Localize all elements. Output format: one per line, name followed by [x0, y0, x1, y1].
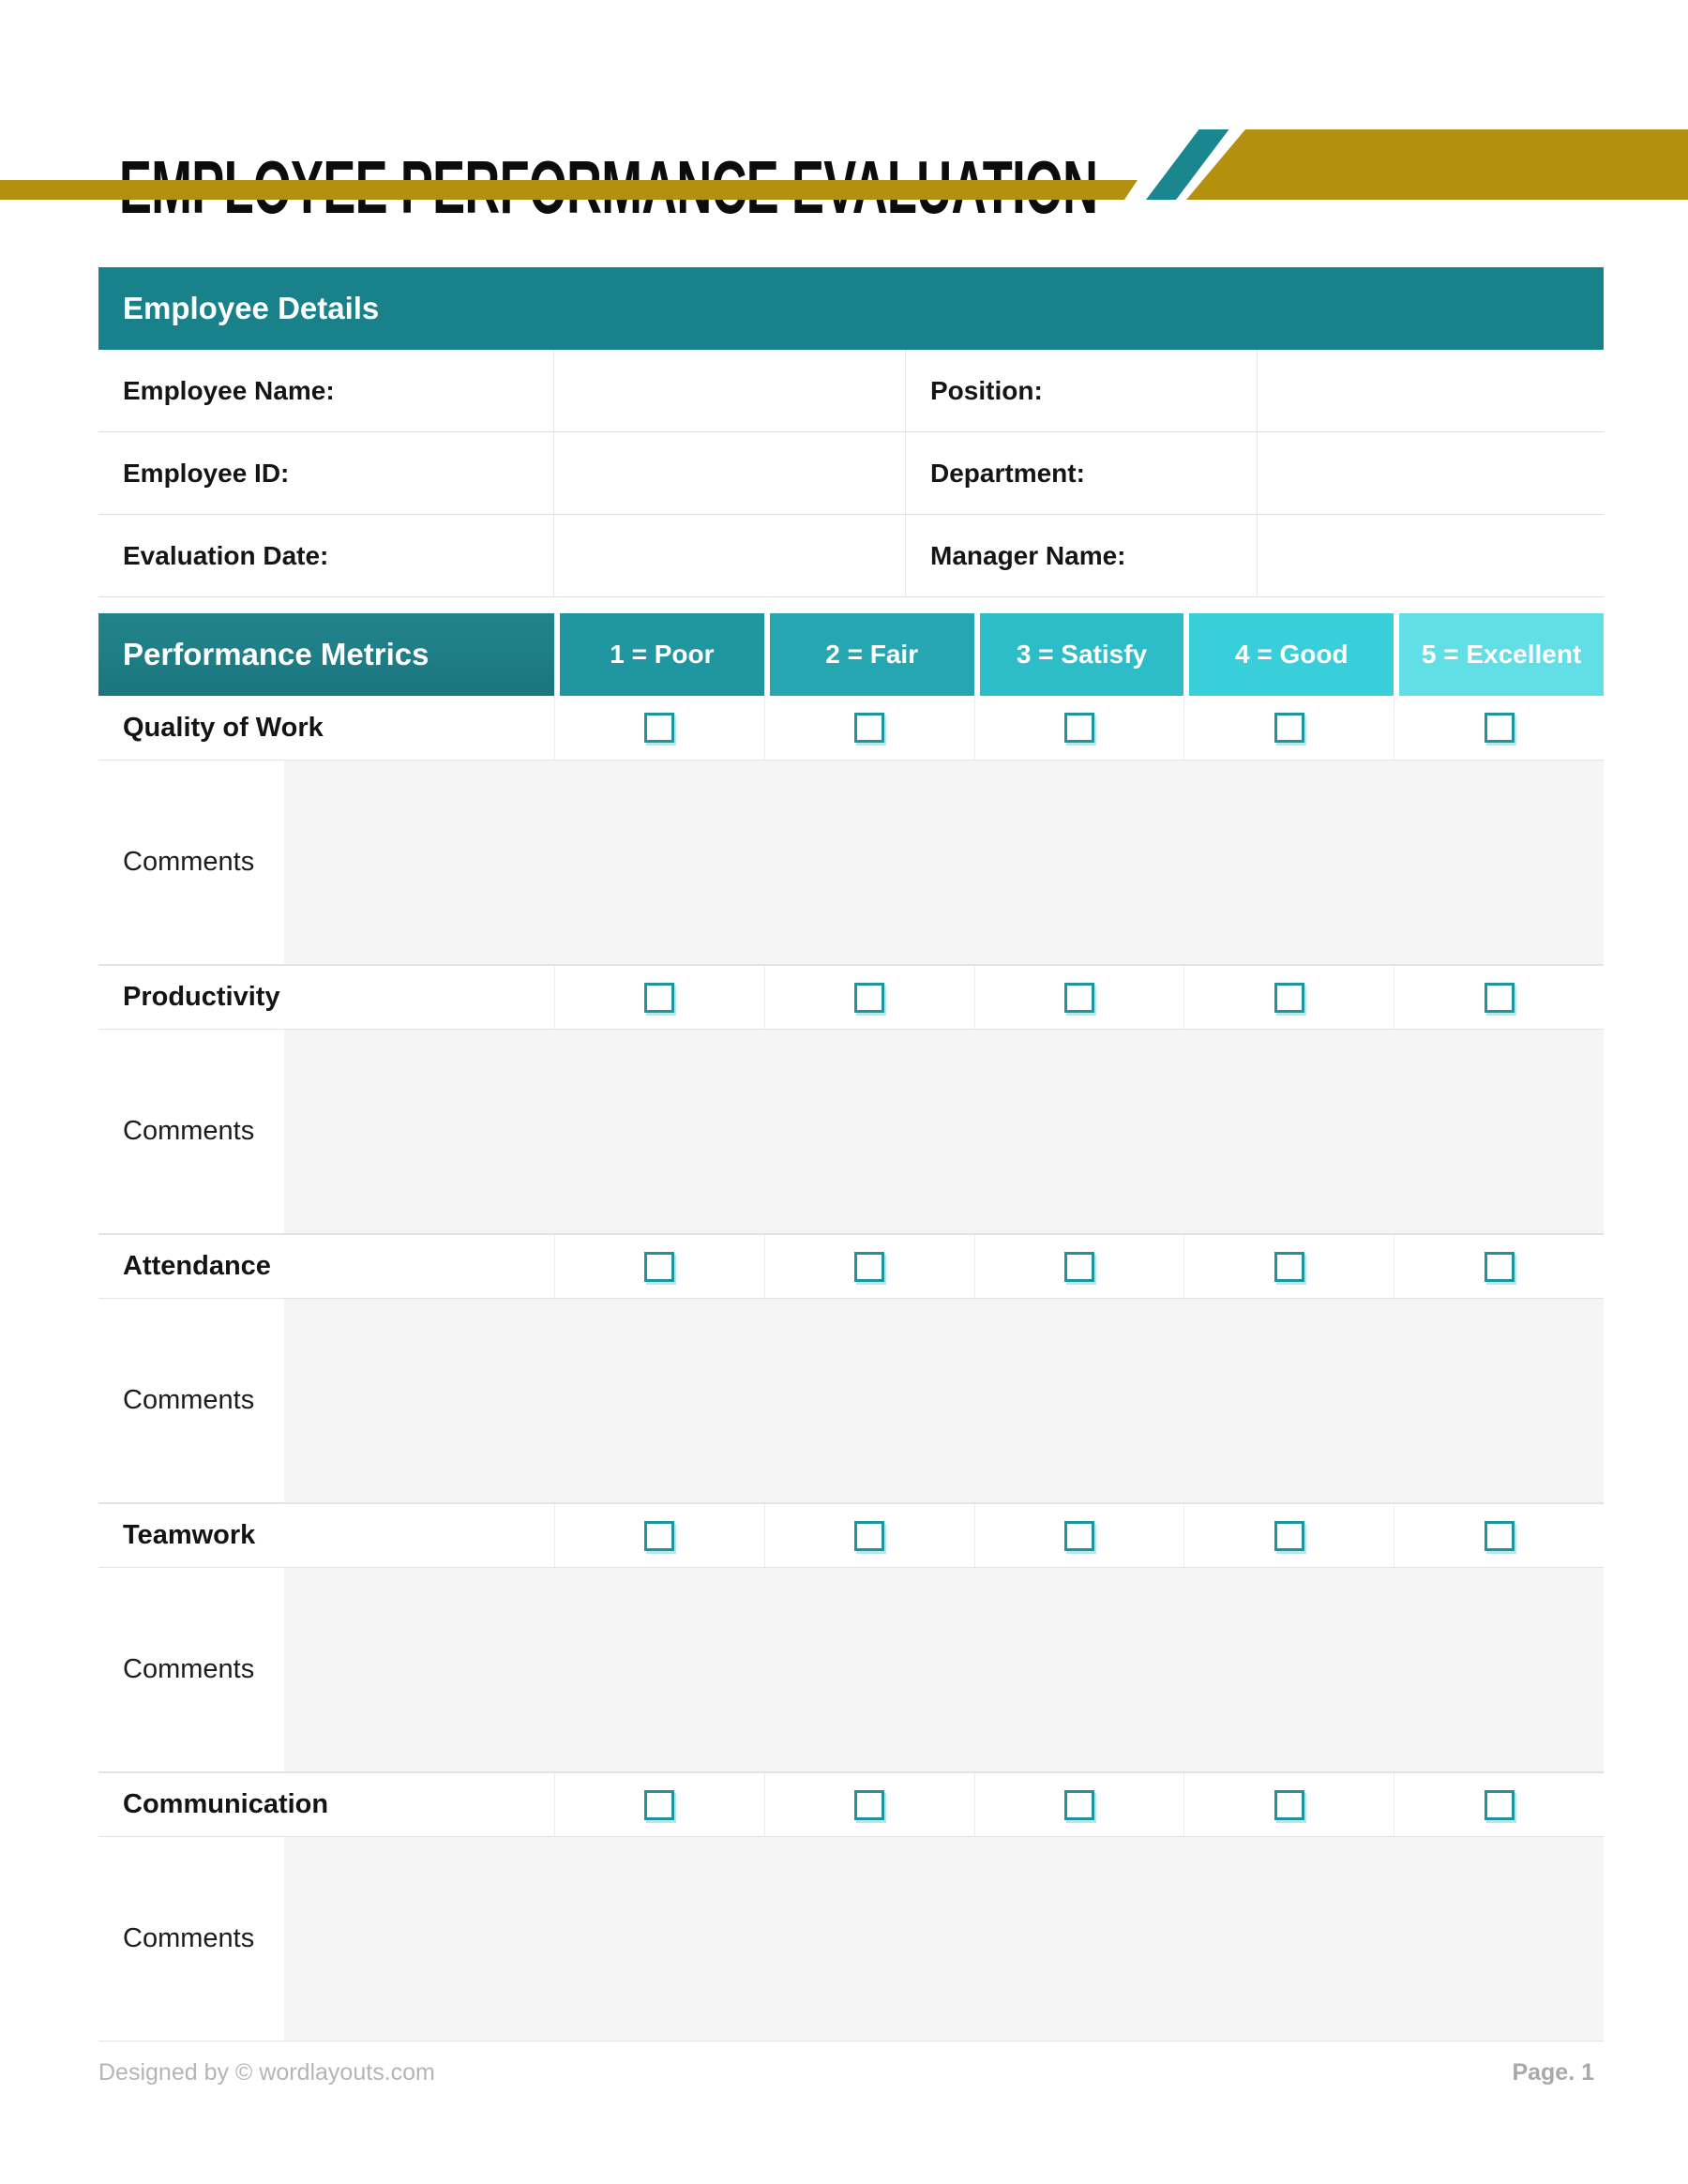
checkbox-attendance-rating-4[interactable] — [1274, 1252, 1304, 1282]
field-label-department: Department: — [906, 432, 1258, 515]
rating-header-satisfy: 3 = Satisfy — [974, 613, 1184, 696]
comments-row-quality-of-work — [98, 761, 1604, 965]
metric-label-communication: Communication — [123, 1789, 329, 1819]
field-label-employee-name: Employee Name: — [98, 350, 554, 432]
comments-row-teamwork — [98, 1568, 1604, 1772]
comments-row-attendance — [98, 1299, 1604, 1503]
checkbox-productivity-rating-1[interactable] — [644, 983, 674, 1013]
comments-row-productivity — [98, 1030, 1604, 1234]
metric-row-communication — [98, 1772, 1604, 1837]
checkbox-quality-of-work-rating-1[interactable] — [644, 713, 674, 743]
performance-metrics-header-row — [98, 613, 1604, 696]
rating-header-poor: 1 = Poor — [554, 613, 764, 696]
footer-page-number: Page. 1 — [1512, 2059, 1594, 2086]
comments-box-teamwork[interactable] — [284, 1568, 1604, 1771]
comments-box-quality-of-work[interactable] — [284, 761, 1604, 964]
comments-label-attendance: Comments — [98, 1299, 284, 1502]
checkbox-productivity-rating-4[interactable] — [1274, 983, 1304, 1013]
comments-box-attendance[interactable] — [284, 1299, 1604, 1502]
metric-row-productivity — [98, 965, 1604, 1030]
footer-credit: Designed by © wordlayouts.com — [98, 2059, 435, 2086]
performance-metrics-title: Performance Metrics — [98, 613, 554, 696]
field-value-employee-name[interactable] — [554, 350, 906, 432]
checkbox-quality-of-work-rating-4[interactable] — [1274, 713, 1304, 743]
page-footer — [98, 2059, 1594, 2086]
checkbox-teamwork-rating-1[interactable] — [644, 1521, 674, 1551]
checkbox-productivity-rating-5[interactable] — [1485, 983, 1515, 1013]
checkbox-attendance-rating-3[interactable] — [1064, 1252, 1094, 1282]
comments-box-communication[interactable] — [284, 1837, 1604, 2041]
metric-row-attendance — [98, 1234, 1604, 1299]
checkbox-teamwork-rating-4[interactable] — [1274, 1521, 1304, 1551]
comments-label-teamwork: Comments — [98, 1568, 284, 1771]
field-value-position[interactable] — [1258, 350, 1604, 432]
checkbox-teamwork-rating-5[interactable] — [1485, 1521, 1515, 1551]
checkbox-communication-rating-3[interactable] — [1064, 1790, 1094, 1820]
checkbox-quality-of-work-rating-5[interactable] — [1485, 713, 1515, 743]
metric-row-teamwork — [98, 1503, 1604, 1568]
gold-bar-right — [1186, 129, 1688, 200]
comments-label-communication: Comments — [98, 1837, 284, 2041]
checkbox-communication-rating-1[interactable] — [644, 1790, 674, 1820]
field-label-employee-id: Employee ID: — [98, 432, 554, 515]
checkbox-attendance-rating-2[interactable] — [854, 1252, 884, 1282]
checkbox-teamwork-rating-2[interactable] — [854, 1521, 884, 1551]
rating-header-excellent: 5 = Excellent — [1394, 613, 1604, 696]
comments-label-quality-of-work: Comments — [98, 761, 284, 964]
checkbox-productivity-rating-3[interactable] — [1064, 983, 1094, 1013]
field-label-position: Position: — [906, 350, 1258, 432]
rating-header-good: 4 = Good — [1183, 613, 1394, 696]
checkbox-communication-rating-4[interactable] — [1274, 1790, 1304, 1820]
field-value-department[interactable] — [1258, 432, 1604, 515]
checkbox-attendance-rating-5[interactable] — [1485, 1252, 1515, 1282]
comments-box-productivity[interactable] — [284, 1030, 1604, 1233]
checkbox-quality-of-work-rating-2[interactable] — [854, 713, 884, 743]
checkbox-quality-of-work-rating-3[interactable] — [1064, 713, 1094, 743]
field-label-manager-name: Manager Name: — [906, 515, 1258, 597]
field-value-manager-name[interactable] — [1258, 515, 1604, 597]
comments-label-productivity: Comments — [98, 1030, 284, 1233]
checkbox-teamwork-rating-3[interactable] — [1064, 1521, 1094, 1551]
employee-details-header: Employee Details — [98, 267, 1604, 350]
field-value-evaluation-date[interactable] — [554, 515, 906, 597]
metric-label-productivity: Productivity — [123, 982, 280, 1012]
metric-label-attendance: Attendance — [123, 1251, 271, 1281]
field-value-employee-id[interactable] — [554, 432, 906, 515]
gold-bar-left — [0, 180, 1138, 200]
checkbox-productivity-rating-2[interactable] — [854, 983, 884, 1013]
comments-row-communication — [98, 1837, 1604, 2041]
metric-label-teamwork: Teamwork — [123, 1520, 256, 1550]
performance-metrics-section — [98, 613, 1604, 2041]
employee-details-table — [98, 350, 1604, 597]
metric-label-quality-of-work: Quality of Work — [123, 712, 324, 743]
checkbox-attendance-rating-1[interactable] — [644, 1252, 674, 1282]
rating-header-fair: 2 = Fair — [764, 613, 974, 696]
checkbox-communication-rating-5[interactable] — [1485, 1790, 1515, 1820]
metric-row-quality-of-work — [98, 696, 1604, 761]
checkbox-communication-rating-2[interactable] — [854, 1790, 884, 1820]
field-label-evaluation-date: Evaluation Date: — [98, 515, 554, 597]
